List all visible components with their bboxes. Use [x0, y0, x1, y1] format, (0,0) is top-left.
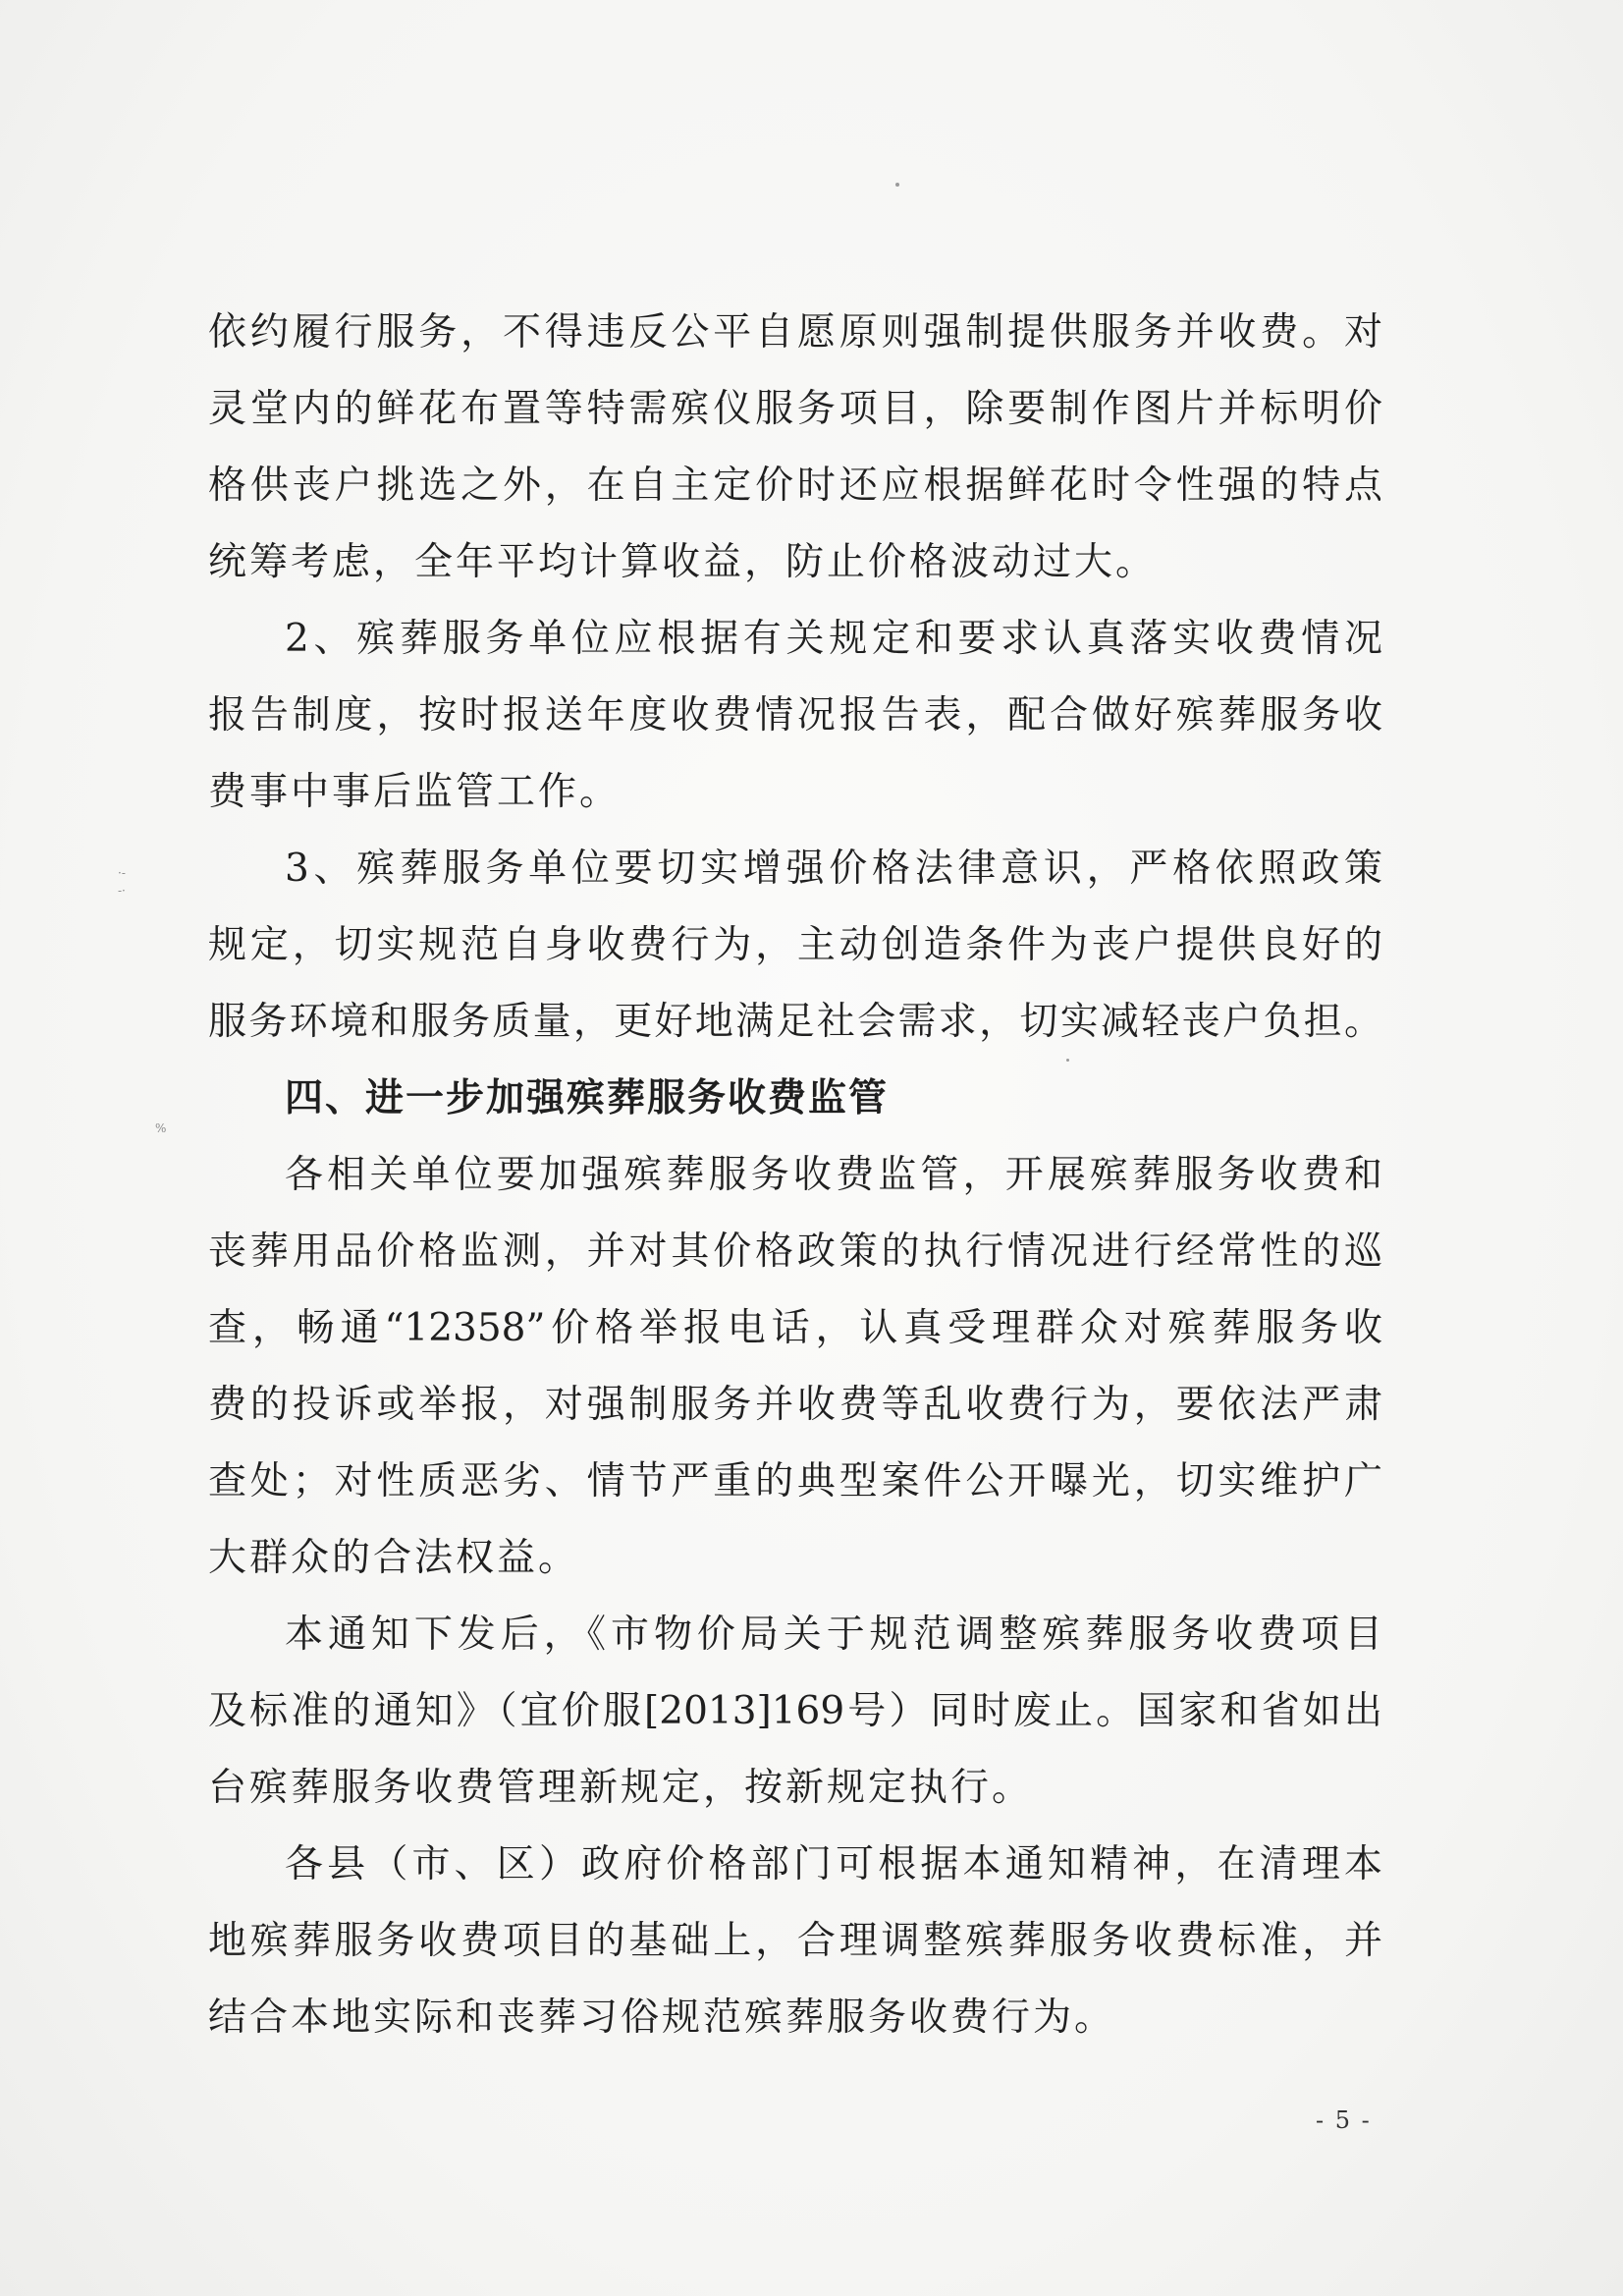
body-line: 各相关单位要加强殡葬服务收费监管，开展殡葬服务收费和 — [285, 1153, 1382, 1197]
scan-mark: % — [155, 1121, 167, 1135]
body-line: 各县（市、区）政府价格部门可根据本通知精神，在清理本 — [285, 1842, 1382, 1886]
body-line: 费事中事后监管工作。 — [208, 770, 622, 814]
body-line: 丧葬用品价格监测，并对其价格政策的执行情况进行经常性的巡 — [208, 1230, 1382, 1274]
body-line: 格供丧户挑选之外，在自主定价时还应根据鲜花时令性强的特点 — [208, 464, 1382, 508]
body-line: 台殡葬服务收费管理新规定，按新规定执行。 — [208, 1766, 1034, 1810]
body-line: 2、殡葬服务单位应根据有关规定和要求认真落实收费情况 — [285, 617, 1382, 661]
body-line: 大群众的合法权益。 — [208, 1536, 580, 1580]
body-line: 查处；对性质恶劣、情节严重的典型案件公开曝光，切实维护广 — [208, 1459, 1382, 1503]
body-line: 及标准的通知》（宜价服[2013]169号）同时废止。国家和省如出 — [208, 1689, 1382, 1733]
scan-speck — [895, 183, 899, 187]
body-line: 费的投诉或举报，对强制服务并收费等乱收费行为，要依法严肃 — [208, 1383, 1382, 1427]
document-body — [208, 295, 1386, 2056]
body-line: 统筹考虑，全年平均计算收益，防止价格波动过大。 — [208, 540, 1158, 584]
body-line: 本通知下发后，《市物价局关于规范调整殡葬服务收费项目 — [285, 1613, 1382, 1657]
body-line: 依约履行服务，不得违反公平自愿原则强制提供服务并收费。对 — [208, 310, 1382, 355]
scan-mark: ·- — [118, 866, 126, 880]
body-line: 地殡葬服务收费项目的基础上，合理调整殡葬服务收费标准，并 — [208, 1919, 1382, 1963]
body-line: 服务环境和服务质量，更好地满足社会需求，切实减轻丧户负担。 — [208, 1000, 1382, 1044]
section-heading: 四、进一步加强殡葬服务收费监管 — [285, 1076, 890, 1121]
page-number: - 5 - — [1316, 2106, 1372, 2134]
scan-mark: -· — [118, 884, 126, 898]
body-line: 规定，切实规范自身收费行为，主动创造条件为丧户提供良好的 — [208, 923, 1382, 967]
body-line: 报告制度，按时报送年度收费情况报告表，配合做好殡葬服务收 — [208, 693, 1382, 738]
body-line: 灵堂内的鲜花布置等特需殡仪服务项目，除要制作图片并标明价 — [208, 387, 1382, 431]
body-line: 结合本地实际和丧葬习俗规范殡葬服务收费行为。 — [208, 1995, 1116, 2040]
body-line: 查，畅通“12358”价格举报电话，认真受理群众对殡葬服务收 — [208, 1306, 1382, 1350]
body-line: 3、殡葬服务单位要切实增强价格法律意识，严格依照政策 — [285, 847, 1382, 891]
